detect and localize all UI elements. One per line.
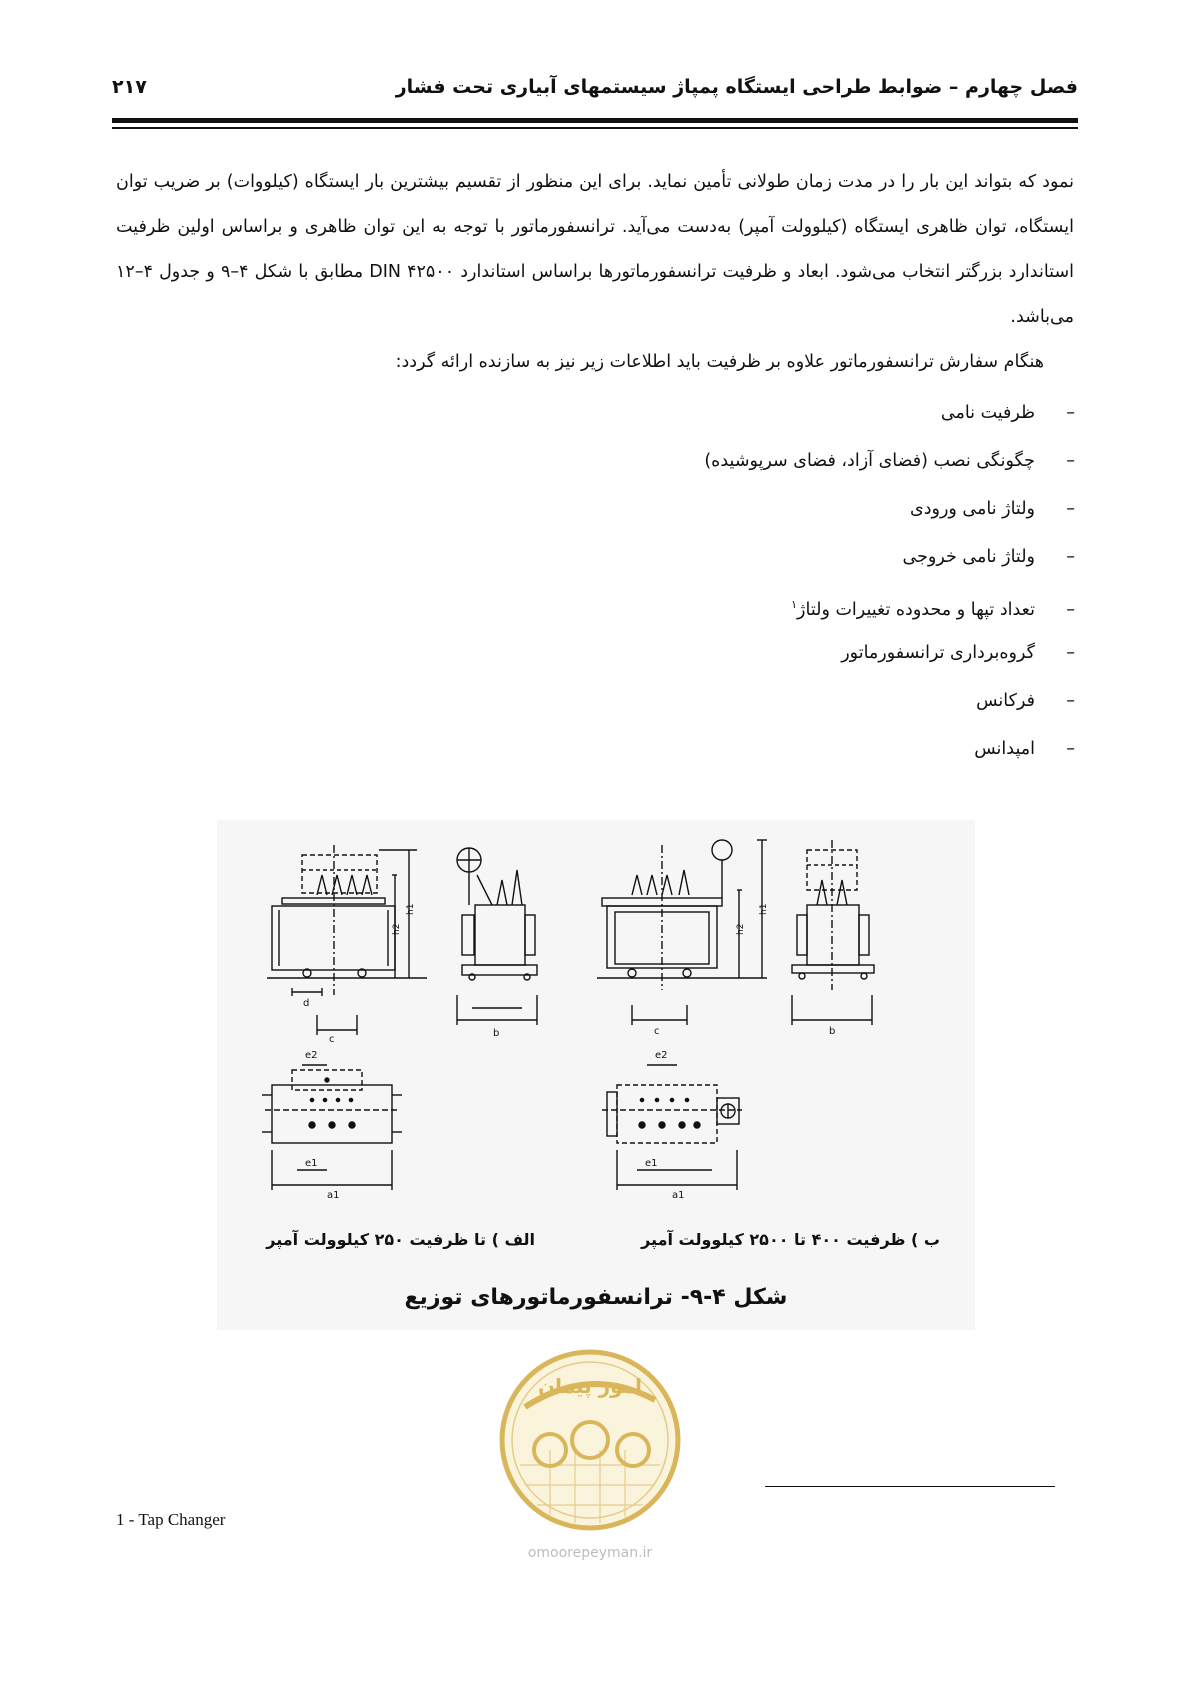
- figure-title: شکل ۴-۹- ترانسفورماتورهای توزیع: [404, 1285, 788, 1310]
- list-item: –ظرفیت نامی: [704, 395, 1075, 443]
- list-item: –چگونگی نصب (فضای آزاد، فضای سرپوشیده): [704, 443, 1075, 491]
- list-dash: –: [1066, 403, 1075, 423]
- label-h1-b: h1: [759, 903, 769, 915]
- page-header: [112, 72, 1078, 110]
- label-h2: h2: [392, 923, 402, 935]
- list-dash: –: [1066, 691, 1075, 711]
- watermark-logo: [495, 1345, 685, 1535]
- transformer-figure: [217, 820, 975, 1330]
- drawing-b-front-view: [597, 840, 769, 1037]
- label-e1-b: e1: [645, 1158, 658, 1169]
- list-dash: –: [1066, 547, 1075, 567]
- list-item: –فرکانس: [704, 683, 1075, 731]
- footnote-rule: [765, 1486, 1055, 1487]
- drawing-a-front-view: [267, 845, 427, 1045]
- order-info-list: [704, 395, 1075, 779]
- list-dash: –: [1066, 643, 1075, 663]
- logo-text: امور پیمان: [538, 1374, 642, 1398]
- list-dash: –: [1066, 599, 1075, 620]
- page-number: ۲۱۷: [112, 76, 147, 98]
- drawing-b-plan-view: [602, 1050, 742, 1201]
- label-e1: e1: [305, 1158, 318, 1169]
- drawing-a-plan-view: [262, 1050, 402, 1201]
- label-b-b: b: [829, 1026, 836, 1037]
- list-item: –امپدانس: [704, 731, 1075, 779]
- list-dash: –: [1066, 739, 1075, 759]
- footnote: 1 - Tap Changer: [116, 1510, 226, 1529]
- label-e2-b: e2: [655, 1050, 668, 1061]
- label-b: b: [493, 1028, 500, 1039]
- label-h1: h1: [406, 903, 416, 915]
- caption-a: الف ) تا ظرفیت ۲۵۰ کیلوولت آمپر: [266, 1230, 535, 1249]
- caption-b: ب ) ظرفیت ۴۰۰ تا ۲۵۰۰ کیلوولت آمپر: [641, 1230, 940, 1249]
- label-c-b: c: [654, 1026, 660, 1037]
- label-a1: a1: [327, 1190, 340, 1201]
- watermark-site: omoorepeyman.ir: [527, 1545, 653, 1561]
- label-h2-b: h2: [736, 923, 746, 935]
- chapter-title: فصل چهارم – ضوابط طراحی ایستگاه پمپاژ سیستمهای آبیاری تحت فشار: [395, 76, 1078, 98]
- label-a1-b: a1: [672, 1190, 685, 1201]
- header-rule-thin: [112, 127, 1078, 129]
- label-d: d: [303, 998, 310, 1009]
- header-rule-thick: [112, 118, 1078, 123]
- list-item: –ولتاژ نامی خروجی: [704, 539, 1075, 587]
- drawing-b-side-view: [792, 840, 874, 1037]
- body-text: [116, 160, 1074, 385]
- transformer-drawings: [217, 820, 975, 1290]
- paragraph: نمود که بتواند این بار را در مدت زمان طولانی تأمین نماید. برای این منظور از تقسیم بیشترین بار ایستگاه (کیلووات) بر ضریب توان ایستگاه، توان ظاهری ایستگاه (کیلوولت آمپر) به‌دست می‌آید. ترانسفورماتور با توجه به این توان ظاهری و براساس اولین ظرفیت استاندارد بزرگتر انتخاب می‌شود. ابعاد و ظرفیت ترانسفورماتورها براساس استاندارد DIN ۴۲۵۰۰ مطابق با شکل ۴–۹ و جدول ۴–۱۲ می‌باشد.: [116, 172, 1074, 327]
- list-item: –گروه‌برداری ترانسفورماتور: [704, 635, 1075, 683]
- footnote-marker: ۱: [791, 598, 798, 611]
- label-e2: e2: [305, 1050, 318, 1061]
- paragraph: هنگام سفارش ترانسفورماتور علاوه بر ظرفیت باید اطلاعات زیر نیز به سازنده ارائه گردد:: [395, 352, 1044, 372]
- list-dash: –: [1066, 451, 1075, 471]
- list-item: –تعداد تپها و محدوده تغییرات ولتاژ$^۱$: [704, 587, 1075, 635]
- drawing-a-side-view: [457, 848, 537, 1039]
- list-item: –ولتاژ نامی ورودی: [704, 491, 1075, 539]
- label-c: c: [329, 1034, 335, 1045]
- list-dash: –: [1066, 499, 1075, 519]
